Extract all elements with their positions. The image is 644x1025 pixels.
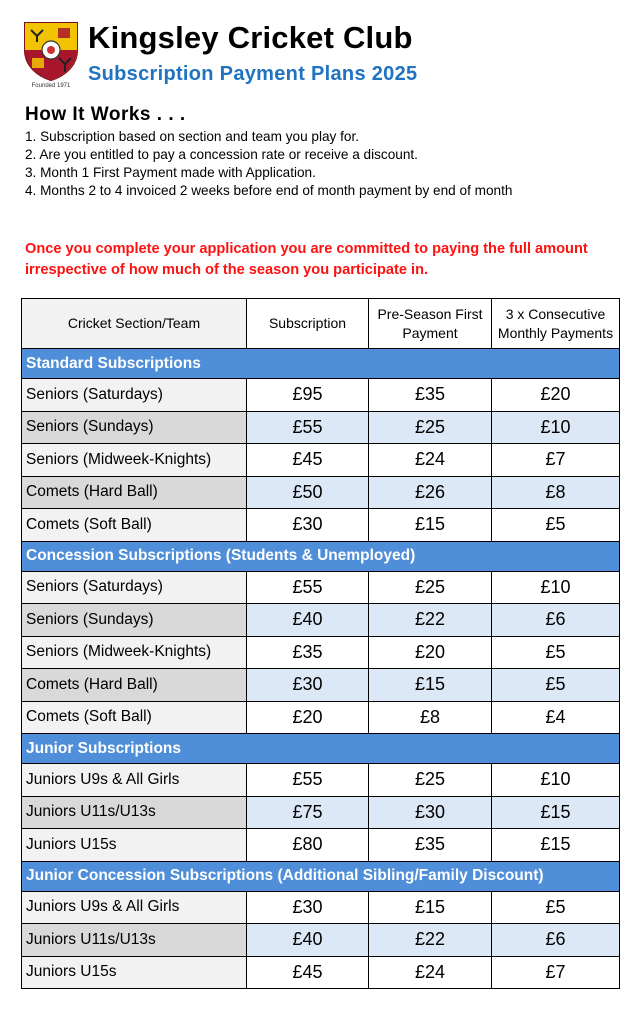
cell-section-team: Seniors (Sundays)	[22, 604, 247, 637]
cell-subscription: £30	[247, 509, 369, 542]
table-row	[22, 476, 620, 509]
cell-section-team: Seniors (Saturdays)	[22, 571, 247, 604]
table-row	[22, 604, 620, 637]
cell-section-team: Juniors U11s/U13s	[22, 924, 247, 957]
cell-monthly-payment: £15	[492, 829, 620, 862]
cell-subscription: £45	[247, 956, 369, 989]
cell-monthly-payment: £8	[492, 476, 620, 509]
cell-section-team: Comets (Hard Ball)	[22, 669, 247, 702]
cell-monthly-payment: £7	[492, 956, 620, 989]
cell-subscription: £55	[247, 411, 369, 444]
cell-subscription: £55	[247, 571, 369, 604]
cell-first-payment: £15	[369, 669, 492, 702]
cell-section-team: Comets (Soft Ball)	[22, 701, 247, 734]
cell-monthly-payment: £6	[492, 924, 620, 957]
cell-first-payment: £35	[369, 829, 492, 862]
cell-first-payment: £26	[369, 476, 492, 509]
header-section-team: Cricket Section/Team	[22, 299, 247, 349]
cell-first-payment: £22	[369, 924, 492, 957]
cell-first-payment: £25	[369, 571, 492, 604]
cell-section-team: Seniors (Sundays)	[22, 411, 247, 444]
table-row	[22, 571, 620, 604]
cell-first-payment: £24	[369, 444, 492, 477]
cell-section-team: Comets (Hard Ball)	[22, 476, 247, 509]
header-monthly-payments: 3 x Consecutive Monthly Payments	[492, 299, 620, 349]
cell-monthly-payment: £4	[492, 701, 620, 734]
how-it-works-heading: How It Works . . .	[25, 104, 186, 125]
cell-monthly-payment: £10	[492, 571, 620, 604]
cell-monthly-payment: £20	[492, 379, 620, 412]
cell-monthly-payment: £15	[492, 796, 620, 829]
section-header-row	[22, 861, 620, 891]
cell-section-team: Juniors U11s/U13s	[22, 796, 247, 829]
table-row	[22, 411, 620, 444]
cell-monthly-payment: £5	[492, 509, 620, 542]
cell-monthly-payment: £5	[492, 636, 620, 669]
step-item: 1. Subscription based on section and team you play for.	[25, 129, 360, 144]
cell-section-team: Comets (Soft Ball)	[22, 509, 247, 542]
cell-subscription: £55	[247, 764, 369, 797]
cell-section-team: Juniors U9s & All Girls	[22, 891, 247, 924]
table-row	[22, 444, 620, 477]
cell-first-payment: £22	[369, 604, 492, 637]
cell-subscription: £40	[247, 604, 369, 637]
cell-section-team: Seniors (Midweek-Knights)	[22, 636, 247, 669]
page-title: Kingsley Cricket Club	[88, 20, 413, 55]
table-row	[22, 891, 620, 924]
cell-subscription: £30	[247, 669, 369, 702]
section-title: Standard Subscriptions	[22, 349, 620, 379]
cell-first-payment: £24	[369, 956, 492, 989]
table-header-row	[22, 299, 620, 349]
step-item: 3. Month 1 First Payment made with Application.	[25, 165, 316, 180]
table-row	[22, 956, 620, 989]
cell-subscription: £30	[247, 891, 369, 924]
section-header-row	[22, 541, 620, 571]
step-item: 2. Are you entitled to pay a concession rate or receive a discount.	[25, 147, 418, 162]
cell-subscription: £80	[247, 829, 369, 862]
cell-first-payment: £15	[369, 509, 492, 542]
cell-section-team: Seniors (Saturdays)	[22, 379, 247, 412]
table-body	[22, 349, 620, 989]
table-row	[22, 796, 620, 829]
header-subscription: Subscription	[247, 299, 369, 349]
cell-first-payment: £15	[369, 891, 492, 924]
cell-monthly-payment: £7	[492, 444, 620, 477]
section-title: Junior Concession Subscriptions (Additional Sibling/Family Discount)	[22, 861, 620, 891]
commitment-warning: Once you complete your application you are committed to paying the full amount irrespective of how much of the season you participate in.	[25, 241, 588, 278]
cell-monthly-payment: £5	[492, 669, 620, 702]
cell-subscription: £45	[247, 444, 369, 477]
table-row	[22, 636, 620, 669]
step-item: 4. Months 2 to 4 invoiced 2 weeks before end of month payment by end of month	[25, 183, 513, 198]
table-row	[22, 669, 620, 702]
crest-caption: Founded 1971	[31, 83, 71, 89]
cell-first-payment: £30	[369, 796, 492, 829]
cell-section-team: Seniors (Midweek-Knights)	[22, 444, 247, 477]
cell-first-payment: £25	[369, 411, 492, 444]
cell-monthly-payment: £5	[492, 891, 620, 924]
section-title: Concession Subscriptions (Students & Unemployed)	[22, 541, 620, 571]
table-row	[22, 924, 620, 957]
section-header-row	[22, 349, 620, 379]
cell-subscription: £35	[247, 636, 369, 669]
table-row	[22, 509, 620, 542]
cell-monthly-payment: £10	[492, 764, 620, 797]
table-row	[22, 701, 620, 734]
cell-first-payment: £20	[369, 636, 492, 669]
page-subtitle: Subscription Payment Plans 2025	[88, 63, 418, 85]
cell-section-team: Juniors U9s & All Girls	[22, 764, 247, 797]
cell-first-payment: £25	[369, 764, 492, 797]
table-row	[22, 829, 620, 862]
how-it-works-steps	[25, 128, 512, 200]
table-row	[22, 379, 620, 412]
cell-subscription: £75	[247, 796, 369, 829]
cell-subscription: £40	[247, 924, 369, 957]
cell-monthly-payment: £6	[492, 604, 620, 637]
cell-subscription: £50	[247, 476, 369, 509]
cell-section-team: Juniors U15s	[22, 829, 247, 862]
cell-first-payment: £8	[369, 701, 492, 734]
section-title: Junior Subscriptions	[22, 734, 620, 764]
cell-first-payment: £35	[369, 379, 492, 412]
cell-monthly-payment: £10	[492, 411, 620, 444]
cell-subscription: £95	[247, 379, 369, 412]
section-header-row	[22, 734, 620, 764]
table-row	[22, 764, 620, 797]
club-crest-icon	[22, 20, 80, 82]
header-first-payment: Pre-Season First Payment	[369, 299, 492, 349]
cell-subscription: £20	[247, 701, 369, 734]
cell-section-team: Juniors U15s	[22, 956, 247, 989]
subscription-table	[21, 298, 620, 989]
